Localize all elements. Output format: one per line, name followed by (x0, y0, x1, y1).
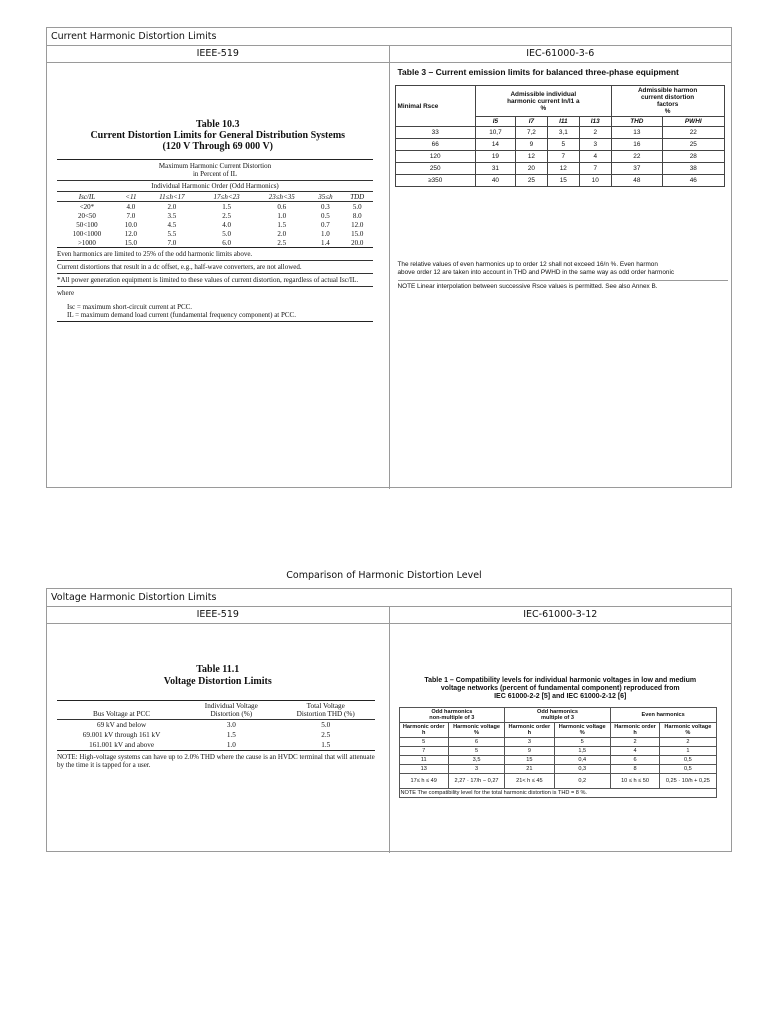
table-cell: 8.0 (352, 211, 362, 220)
table-cell: 20.0 (351, 238, 364, 247)
current-right-head: IEC-61000-3-6 (526, 48, 595, 59)
iec12-harmonic-order: Harmonic order h (610, 723, 659, 738)
iec-table3-title: Table 3 – Current emission limits for balanced three-phase equipment (397, 67, 679, 77)
voltage-right-head: IEC-61000-3-12 (523, 609, 598, 620)
table-row (399, 747, 716, 756)
table-cell: 5.5 (167, 229, 177, 238)
table-cell: 4.5 (167, 220, 177, 229)
table-row (399, 774, 716, 789)
table-cell: 2.5 (277, 238, 287, 247)
table-cell: 1.0 (226, 741, 236, 749)
table-cell: 7.0 (167, 238, 177, 247)
table-cell: 7 (579, 163, 611, 175)
table-cell: 1.5 (321, 741, 331, 749)
table-cell: 2.0 (167, 202, 177, 211)
table-cell: 20 (515, 163, 547, 175)
table-cell: 3.5 (167, 211, 177, 220)
table-cell: 13 (611, 127, 662, 139)
ieee-v-col2: Individual Voltage Distortion (%) (204, 702, 258, 718)
table-cell: 10 ≤ h ≤ 50 (610, 774, 659, 789)
table-cell: 3 (505, 738, 554, 747)
table-cell: 11 (399, 756, 448, 765)
ieee-def-2: IL = maximum demand load current (fundamental frequency component) at PCC. (67, 311, 296, 319)
table-cell: 10.0 (124, 220, 137, 229)
table-cell: 69 kV and below (96, 721, 147, 729)
iec-para-2: above order 12 are taken into account in THD and PWHD in the same way as odd order harmonic (397, 269, 675, 276)
table-cell: 0,3 (554, 765, 610, 774)
iec-sub-header: PWHI (663, 117, 724, 127)
table-cell: 5.0 (321, 721, 331, 729)
table-cell: 2 (610, 738, 659, 747)
table-cell: 40 (475, 175, 515, 187)
ieee-v-col3: Total Voltage Distortion THD (%) (296, 702, 355, 718)
iec12-g2: Odd harmonics multiple of 3 (505, 708, 611, 723)
table-cell: 0,4 (554, 756, 610, 765)
ieee-order-line: Individual Harmonic Order (Odd Harmonics) (151, 182, 279, 190)
iec12-table (399, 707, 717, 798)
table-cell: 1.0 (321, 229, 330, 238)
table-cell: 21< h ≤ 45 (505, 774, 554, 789)
ieee-table-title: Current Distortion Limits for General Distribution Systems (90, 130, 346, 141)
table-cell: 4.0 (126, 202, 136, 211)
comparison-title: Comparison of Harmonic Distortion Level (286, 570, 482, 581)
table-cell: 0.6 (277, 202, 287, 211)
table-cell: 2,27 · 17/h − 0,27 (448, 774, 504, 789)
table-cell: ≥350 (395, 175, 475, 187)
ieee-current-table (57, 192, 373, 247)
table-row (399, 756, 716, 765)
table-cell: 0.3 (321, 202, 330, 211)
ieee-v-table-no: Table 11.1 (196, 664, 240, 675)
table-cell: 0.7 (321, 220, 330, 229)
table-row (57, 211, 373, 220)
table-cell: 31 (475, 163, 515, 175)
iec-h-adm: Admissible individual harmonic current In/I1 a % (475, 86, 611, 117)
table-cell: 28 (663, 151, 724, 163)
table-cell: 46 (663, 175, 724, 187)
iec-voltage-cell (390, 624, 732, 853)
ieee-voltage-cell (47, 624, 390, 853)
table-row (57, 202, 373, 212)
iec-sub-header: I11 (547, 117, 579, 127)
table-row (395, 127, 724, 139)
table-cell: 3 (579, 139, 611, 151)
table-row (395, 151, 724, 163)
table-cell: 14 (475, 139, 515, 151)
table-cell: 1 (660, 747, 716, 756)
table-cell: 5 (448, 747, 504, 756)
table-cell: 5 (399, 738, 448, 747)
ieee-voltage-table (57, 701, 375, 750)
ieee-note-1: Even harmonics are limited to 25% of the odd harmonic limits above. (57, 250, 253, 258)
iec-sub-header: I7 (515, 117, 547, 127)
table-cell: 69.001 kV through 161 kV (82, 731, 161, 739)
iec12-harmonic-voltage: Harmonic voltage % (660, 723, 716, 738)
ieee-max-line1: Maximum Harmonic Current Distortion (158, 162, 272, 170)
table-cell: 1.0 (277, 211, 287, 220)
table-cell: 2.5 (321, 731, 331, 739)
table-cell: 15.0 (351, 229, 364, 238)
table-cell: 2.5 (222, 211, 231, 220)
ieee-col-header: 35≤h (318, 192, 333, 201)
table-cell: 22 (663, 127, 724, 139)
iec12-note: NOTE The compatibility level for the total harmonic distortion is THD = 8 %. (399, 789, 716, 798)
table-cell: 0,5 (660, 756, 716, 765)
ieee-table-no: Table 10.3 (195, 119, 240, 130)
ieee-table-sub: (120 V Through 69 000 V) (162, 141, 273, 152)
table-cell: 21 (505, 765, 554, 774)
table-cell: 6 (448, 738, 504, 747)
table-cell: 22 (611, 151, 662, 163)
table-cell: 7 (399, 747, 448, 756)
table-row (57, 220, 373, 229)
iec12-harmonic-order: Harmonic order h (505, 723, 554, 738)
table-row (395, 163, 724, 175)
table-cell: 7,2 (515, 127, 547, 139)
table-cell: 4.0 (222, 220, 231, 229)
table-cell: 15 (547, 175, 579, 187)
iec-sub-header: THD (611, 117, 662, 127)
table-cell: 50<100 (76, 220, 98, 229)
table-cell: 6.0 (222, 238, 231, 247)
table-cell: 17≤ h ≤ 49 (399, 774, 448, 789)
table-cell: <20* (79, 202, 95, 211)
table-cell: 10,7 (475, 127, 515, 139)
table-cell: 0.5 (321, 211, 330, 220)
iec12-title-2: voltage networks (percent of fundamental component) reproduced from (440, 685, 680, 692)
current-left-head: IEEE-519 (47, 46, 390, 62)
ieee-current-cell (47, 63, 390, 489)
table-cell: 0,5 (660, 765, 716, 774)
table-cell: 8 (610, 765, 659, 774)
table-cell: 38 (663, 163, 724, 175)
current-column-heads (47, 46, 731, 63)
table-cell: 5.0 (352, 202, 362, 211)
iec-current-cell (390, 63, 732, 489)
table-cell: 19 (475, 151, 515, 163)
voltage-title: Voltage Harmonic Distortion Limits (47, 589, 731, 607)
table-cell: 5 (554, 738, 610, 747)
voltage-column-heads (47, 607, 731, 624)
table-cell: 1.5 (277, 220, 287, 229)
ieee-v-note: NOTE: High-voltage systems can have up to 2.0% THD where the cause is an HVDC terminal that will attenuate by the time it is tapped for a user. (57, 753, 375, 769)
table-cell: 4 (579, 151, 611, 163)
table-cell: 4 (610, 747, 659, 756)
table-cell: 2 (579, 127, 611, 139)
table-cell: 12.0 (124, 229, 137, 238)
table-cell: 16 (611, 139, 662, 151)
voltage-frame (46, 588, 732, 852)
iec12-title-1: Table 1 – Compatibility levels for individual harmonic voltages in low and medium (424, 677, 697, 684)
table-row (57, 720, 375, 731)
table-cell: 0,2 (554, 774, 610, 789)
table-cell: 2 (660, 738, 716, 747)
ieee-col-header: Isc/IL (78, 192, 96, 201)
ieee-col-header: TDD (350, 192, 365, 201)
ieee-v-col1: Bus Voltage at PCC (93, 710, 151, 718)
current-frame (46, 27, 732, 488)
iec-sub-header: I13 (579, 117, 611, 127)
table-cell: 161.001 kV and above (89, 741, 155, 749)
ieee-where: where (57, 289, 75, 297)
table-cell: 12.0 (351, 220, 364, 229)
iec12-title-3: IEC 61000-2-2 [5] and IEC 61000-2-12 [6] (494, 693, 627, 700)
ieee-col-header: 11≤h<17 (159, 192, 185, 201)
table-cell: 9 (515, 139, 547, 151)
table-cell: 12 (515, 151, 547, 163)
voltage-left-head: IEEE-519 (47, 607, 390, 623)
table-cell: 3,1 (547, 127, 579, 139)
table-cell: 13 (399, 765, 448, 774)
table-cell: 15 (505, 756, 554, 765)
table-cell: 3.0 (226, 721, 236, 729)
table-cell: 7 (547, 151, 579, 163)
table-row (57, 730, 375, 740)
ieee-v-table-title: Voltage Distortion Limits (163, 676, 272, 687)
table-cell: 0,25 · 10/h + 0,25 (660, 774, 716, 789)
ieee-def-1: Isc = maximum short-circuit current at PCC. (67, 303, 193, 311)
table-cell: 250 (395, 163, 475, 175)
table-cell: 33 (395, 127, 475, 139)
table-cell: 20<50 (77, 211, 96, 220)
iec12-harmonic-voltage: Harmonic voltage % (448, 723, 504, 738)
ieee-note-3: *All power generation equipment is limited to these values of current distortion, regardless of actual Isc/IL. (57, 276, 359, 284)
table-row (57, 740, 375, 750)
table-cell: 2.0 (277, 229, 287, 238)
table-row (399, 765, 716, 774)
ieee-col-header: 17≤h<23 (213, 192, 240, 201)
table-cell: 66 (395, 139, 475, 151)
table-cell: 15.0 (124, 238, 137, 247)
table-cell: 37 (611, 163, 662, 175)
iec12-g3: Even harmonics (610, 708, 716, 723)
table-cell: 10 (579, 175, 611, 187)
table-cell: 7.0 (126, 211, 136, 220)
table-row (395, 175, 724, 187)
ieee-col-header: 23≤h<35 (268, 192, 295, 201)
table-cell: 12 (547, 163, 579, 175)
table-cell: 1.4 (321, 238, 330, 247)
table-cell: 100<1000 (72, 229, 102, 238)
table-cell: 1,5 (554, 747, 610, 756)
iec12-harmonic-voltage: Harmonic voltage % (554, 723, 610, 738)
iec12-harmonic-order: Harmonic order h (399, 723, 448, 738)
ieee-max-line2: in Percent of IL (192, 170, 238, 178)
table-cell: 25 (663, 139, 724, 151)
current-title: Current Harmonic Distortion Limits (47, 28, 731, 46)
table-cell: 5 (547, 139, 579, 151)
table-cell: 25 (515, 175, 547, 187)
iec-h-fac: Admissible harmon current distortion factors % (611, 86, 724, 117)
table-cell: 1.5 (222, 202, 231, 211)
iec-note: NOTE Linear interpolation between successive Rsce values is permitted. See also Annex B. (398, 280, 728, 291)
table-cell: >1000 (77, 238, 96, 247)
table-row (57, 238, 373, 247)
iec-current-table (395, 85, 725, 187)
ieee-note-2: Current distortions that result in a dc offset, e.g., half-wave converters, are not allowed. (57, 263, 302, 271)
table-cell: 3 (448, 765, 504, 774)
table-cell: 48 (611, 175, 662, 187)
iec-para-1: The relative values of even harmonics up to order 12 shall not exceed 16/n %. Even harmon (397, 261, 658, 268)
iec-h-min: Minimal Rsce (395, 86, 475, 127)
table-cell: 3,5 (448, 756, 504, 765)
table-cell: 9 (505, 747, 554, 756)
ieee-col-header: <11 (125, 192, 137, 201)
table-cell: 5.0 (222, 229, 231, 238)
table-row (395, 139, 724, 151)
table-cell: 6 (610, 756, 659, 765)
iec12-g1: Odd harmonics non-multiple of 3 (399, 708, 505, 723)
table-row (57, 229, 373, 238)
table-cell: 1.5 (226, 731, 236, 739)
table-row (399, 738, 716, 747)
table-cell: 120 (395, 151, 475, 163)
iec-sub-header: I5 (475, 117, 515, 127)
